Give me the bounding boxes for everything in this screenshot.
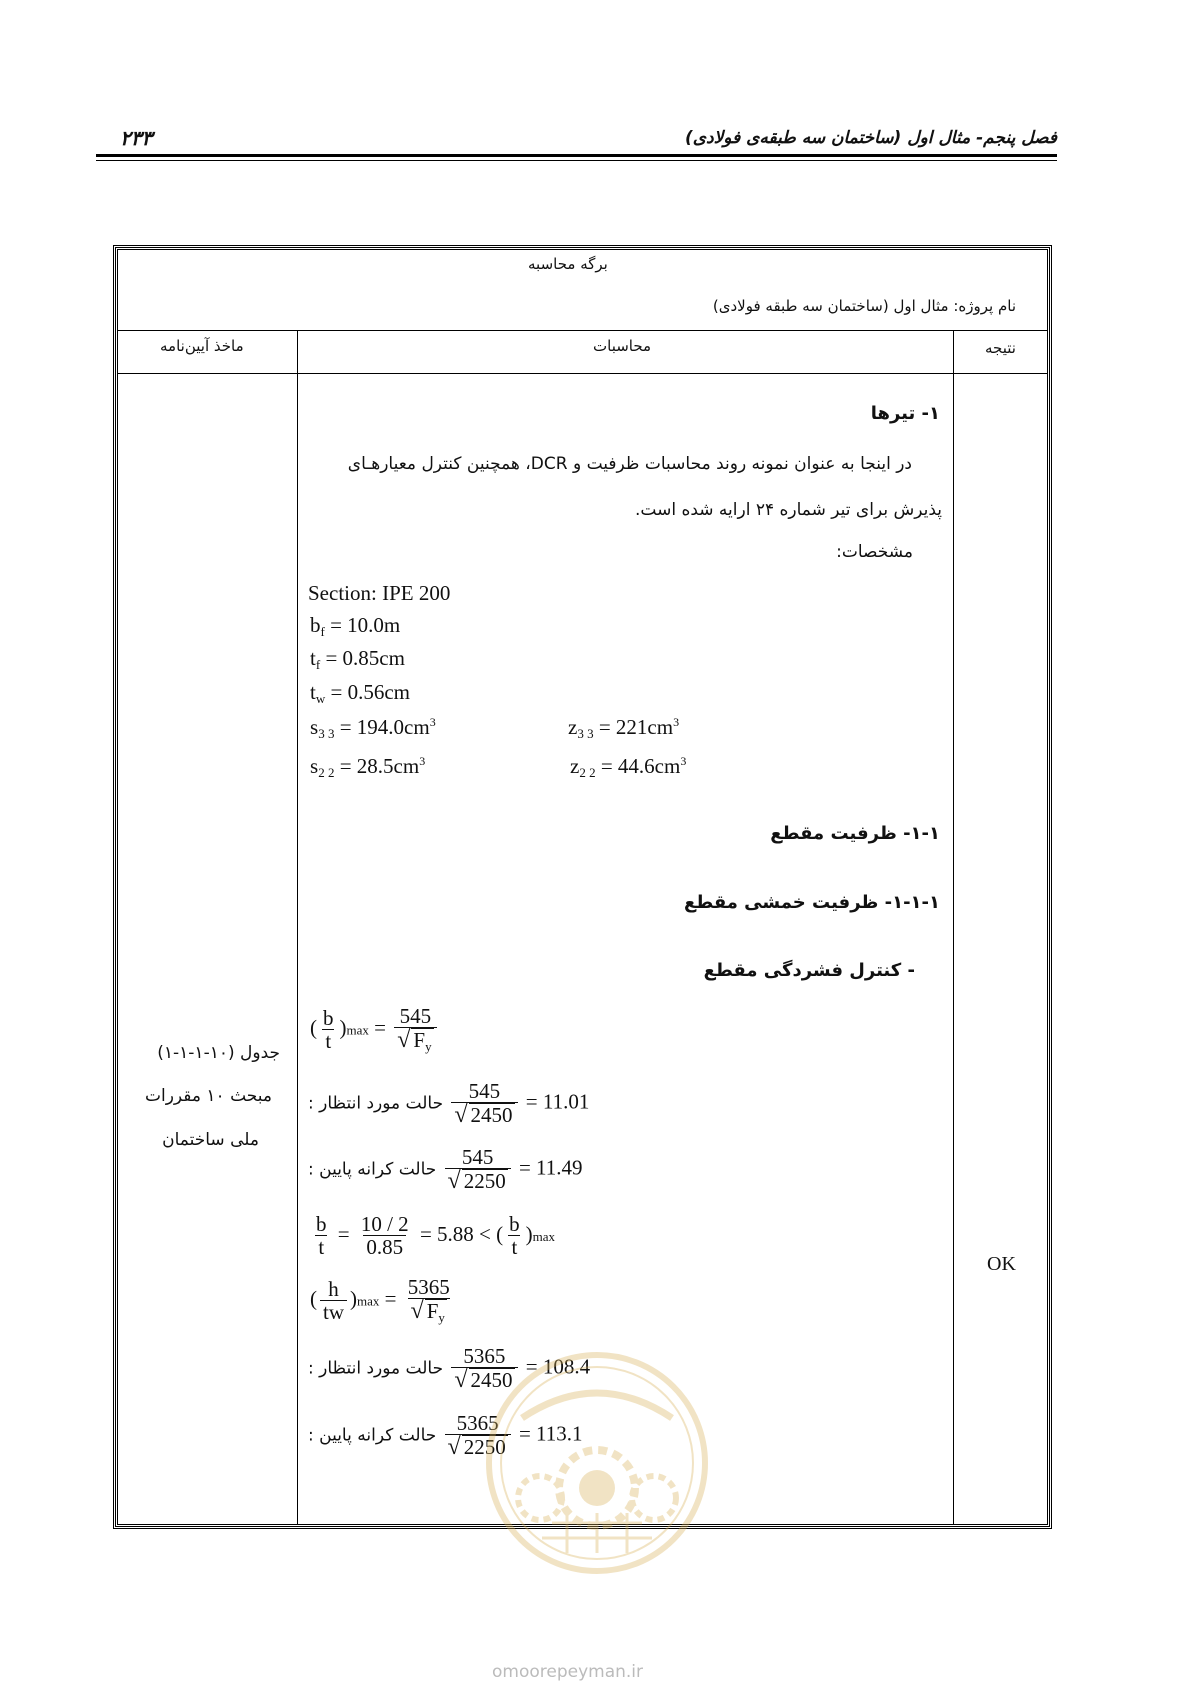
header-rule xyxy=(96,154,1057,157)
column-divider xyxy=(297,330,298,1525)
equation-htw-expected: حالت مورد انتظار : 5365 √ 2450 = 108.4 xyxy=(308,1344,591,1394)
heading-section-capacity: ۱-۱- ظرفیت مقطع xyxy=(770,823,940,844)
section-name: Section: IPE 200 xyxy=(308,581,451,605)
prop-z33: $z_{3 3} = 221cm^3$ xyxy=(568,715,680,741)
equation-bt-lower-bound: حالت کرانه پایین : 545 √ 2250 = 11.49 xyxy=(308,1145,583,1195)
header-rule-thin xyxy=(96,160,1057,161)
code-reference-chapter: مبحث ۱۰ مقررات xyxy=(144,1086,272,1106)
row-divider xyxy=(118,330,1048,331)
page-number: ۲۳۳ xyxy=(120,126,153,150)
equation-htw-max: ( $\frac{h}{tw}$ )max = 5365 √ $F_y$ xyxy=(310,1275,450,1326)
prop-z22: $z_{2 2} = 44.6cm^3$ xyxy=(570,754,687,780)
result-status: OK xyxy=(987,1253,1016,1275)
heading-compactness-check: - کنترل فشردگی مقطع xyxy=(703,960,915,981)
prop-bf: $b_f = 10.0m$ xyxy=(310,613,401,639)
watermark-logo-icon xyxy=(482,1348,712,1578)
code-reference-national: ملی ساختمان xyxy=(162,1130,259,1150)
equation-htw-lower-bound: حالت کرانه پایین : 5365 √ 2250 = 113.1 xyxy=(308,1411,583,1461)
heading-flexural-capacity: ۱-۱-۱- ظرفیت خمشی مقطع xyxy=(683,892,940,913)
specs-label: مشخصات: xyxy=(836,542,913,562)
heading-beams: ۱- تیرها xyxy=(870,403,940,424)
code-reference-table: جدول (۱۰-۱-۱-۱) xyxy=(157,1043,280,1063)
prop-tw: $t_w = 0.56cm$ xyxy=(310,680,410,706)
column-divider xyxy=(953,330,954,1525)
column-header-calculations: محاسبات xyxy=(593,337,652,355)
project-name: نام پروژه: مثال اول (ساختمان سه طبقه فولادی) xyxy=(712,297,1016,315)
calc-sheet-inner-frame xyxy=(117,249,1048,1525)
equation-bt-actual: $\frac{b}{t}$ = $\frac{10 / 2}{0.85}$ = 5.88 < ( $\frac{b}{t}$ )max xyxy=(316,1212,556,1260)
column-header-result: نتیجه xyxy=(985,339,1016,357)
sheet-title: برگه محاسبه xyxy=(528,255,608,273)
equation-bt-max: ( $\frac{b}{t}$ )max = 545 √ $F_y$ xyxy=(310,1005,440,1054)
prop-tf: $t_f = 0.85cm$ xyxy=(310,646,405,672)
equation-bt-expected: حالت مورد انتظار : 545 √ 2450 = 11.01 xyxy=(308,1079,590,1129)
chapter-title: فصل پنجم- مثال اول (ساختمان سه طبقه‌ی فولادی) xyxy=(684,128,1057,148)
footer-website: omoorepeyman.ir xyxy=(492,1662,644,1682)
prop-s33: $s_{3 3} = 194.0cm^3$ xyxy=(310,715,436,741)
row-divider xyxy=(118,373,1048,374)
intro-paragraph-line1: در اینجا به عنوان نمونه روند محاسبات ظرفیت و DCR، همچنین کنترل معیارهـای xyxy=(347,454,912,474)
prop-s22: $s_{2 2} = 28.5cm^3$ xyxy=(310,754,426,780)
intro-paragraph-line2: پذیرش برای تیر شماره ۲۴ ارایه شده است. xyxy=(634,500,942,520)
column-header-code-source: ماخذ آیین‌نامه xyxy=(160,337,244,355)
